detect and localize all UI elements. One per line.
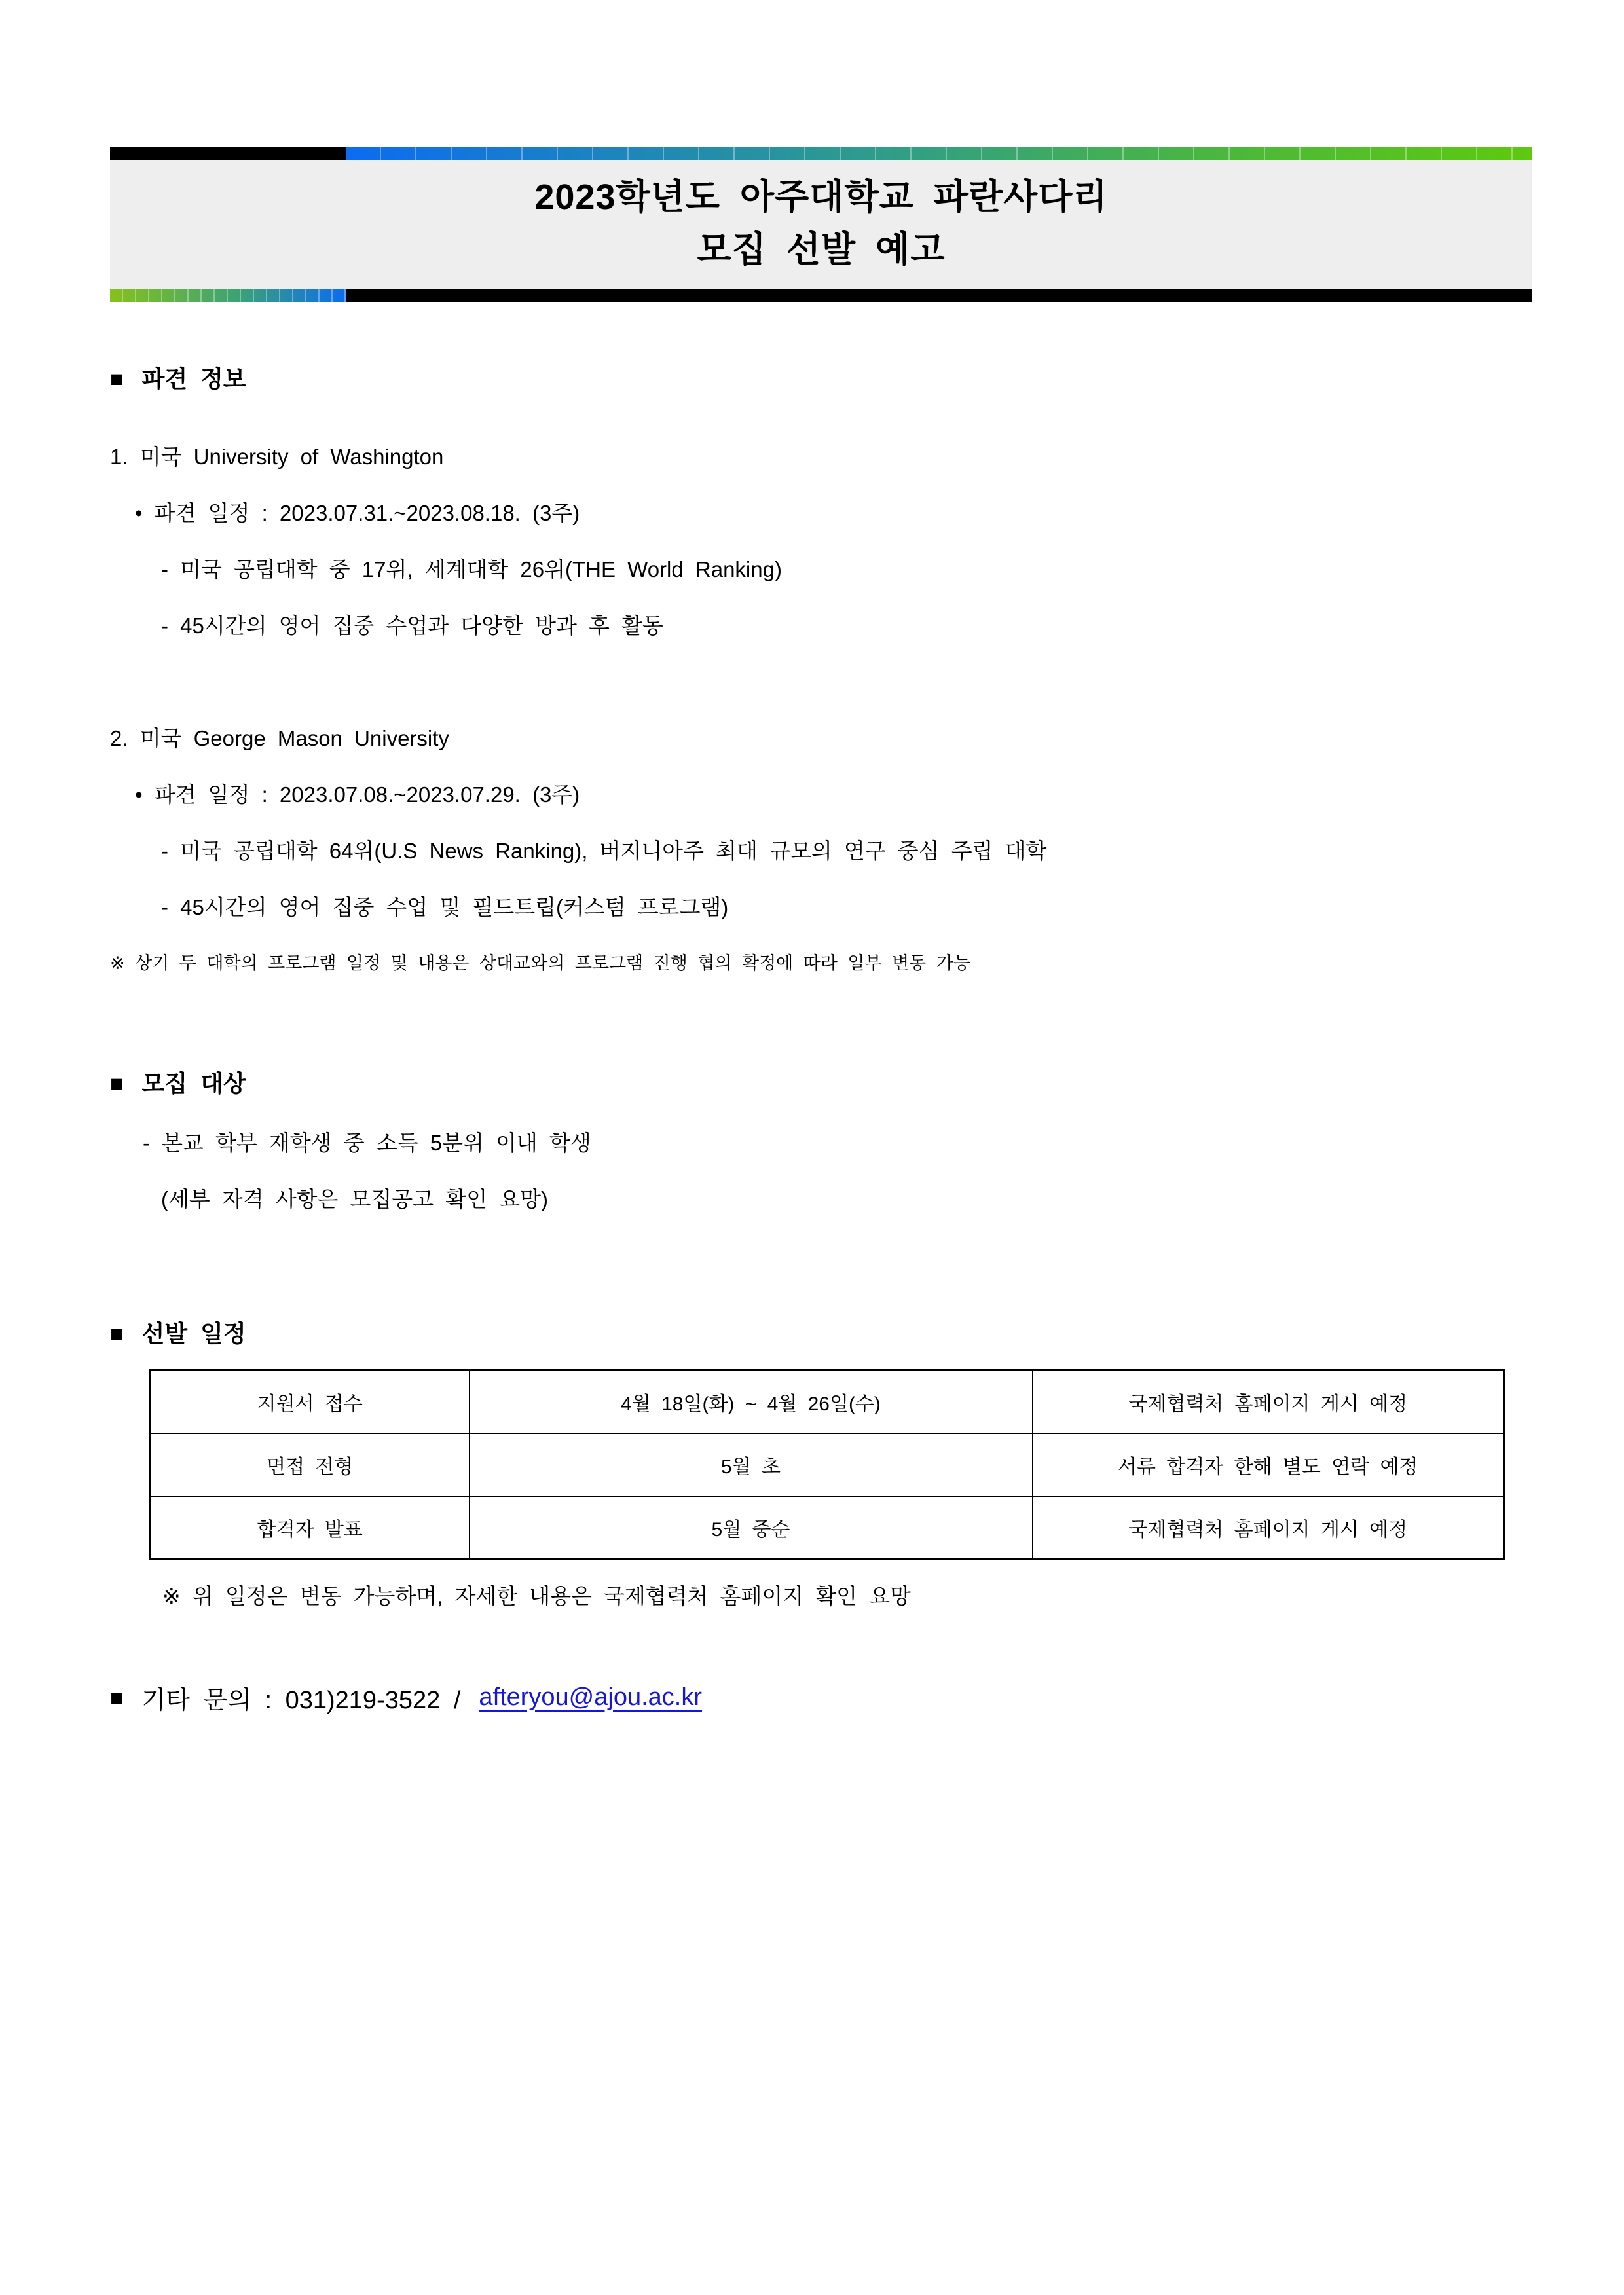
dispatch-item-1-schedule: • 파견 일정 : 2023.07.31.~2023.08.18. (3주) xyxy=(135,501,580,525)
dispatch-item-2-detail-2: - 45시간의 영어 집중 수업 및 필드트립(커스텀 프로그램) xyxy=(161,895,729,919)
title-box xyxy=(110,160,1532,289)
contact-section xyxy=(110,1680,1532,1716)
table-cell-remark: 서류 합격자 한해 별도 연락 예정 xyxy=(1033,1433,1504,1496)
square-bullet-icon: ■ xyxy=(110,1321,124,1346)
header-top-bar xyxy=(110,147,1532,160)
target-line-1: - 본교 학부 재학생 중 소득 5분위 이내 학생 xyxy=(143,1131,591,1155)
dispatch-item-2-detail-1: - 미국 공립대학 64위(U.S News Ranking), 버지니아주 최대 규모의 연구 중심 주립 대학 xyxy=(161,839,1047,863)
section-heading-dispatch-label: 파견 정보 xyxy=(141,365,246,392)
document-title-line2: 모집 선발 예고 xyxy=(697,230,946,269)
top-bar-black-segment xyxy=(110,147,346,160)
target-group xyxy=(110,1115,1532,1228)
dispatch-item-2-title: 2. 미국 George Mason University xyxy=(110,726,449,750)
dispatch-note: ※ 상기 두 대학의 프로그램 일정 및 내용은 상대교와의 프로그램 진행 협의 확정에 따라 일부 변동 가능 xyxy=(110,953,970,973)
square-bullet-icon: ■ xyxy=(110,367,124,392)
table-row xyxy=(151,1370,1504,1434)
table-cell-stage: 면접 전형 xyxy=(151,1433,470,1496)
dispatch-item-2-schedule: • 파견 일정 : 2023.07.08.~2023.07.29. (3주) xyxy=(135,782,580,807)
table-cell-remark: 국제협력처 홈페이지 게시 예정 xyxy=(1033,1496,1504,1560)
dispatch-item-1-detail-1: - 미국 공립대학 중 17위, 세계대학 26위(THE World Ranking) xyxy=(161,557,782,581)
section-heading-selection-label: 선발 일정 xyxy=(141,1320,246,1347)
section-heading-target xyxy=(110,1064,1532,1103)
target-line-2: (세부 자격 사항은 모집공고 확인 요망) xyxy=(161,1187,548,1211)
section-heading-selection xyxy=(110,1314,1532,1353)
table-cell-remark: 국제협력처 홈페이지 게시 예정 xyxy=(1033,1370,1504,1434)
selection-schedule-table xyxy=(149,1369,1505,1560)
dispatch-item-2 xyxy=(110,710,1532,936)
header-bottom-bar xyxy=(110,289,1532,302)
table-row xyxy=(151,1496,1504,1560)
square-bullet-icon: ■ xyxy=(110,1685,124,1710)
dispatch-item-1-detail-2: - 45시간의 영어 집중 수업과 다양한 방과 후 활동 xyxy=(161,614,663,638)
table-cell-period: 4월 18일(화) ~ 4월 26일(수) xyxy=(470,1370,1033,1434)
bottom-bar-black-segment xyxy=(346,289,1532,302)
section-heading-dispatch xyxy=(110,359,1532,399)
table-cell-period: 5월 중순 xyxy=(470,1496,1033,1560)
top-bar-gradient-segment xyxy=(346,147,1532,160)
document-header xyxy=(110,147,1532,302)
contact-label: 기타 문의 : 031)219-3522 / xyxy=(141,1687,461,1714)
table-cell-period: 5월 초 xyxy=(470,1433,1033,1496)
table-row xyxy=(151,1433,1504,1496)
table-cell-stage: 지원서 접수 xyxy=(151,1370,470,1434)
bottom-bar-gradient-segment xyxy=(110,289,346,302)
selection-note: ※ 위 일정은 변동 가능하며, 자세한 내용은 국제협력처 홈페이지 확인 요망 xyxy=(162,1584,911,1608)
section-heading-target-label: 모집 대상 xyxy=(141,1070,246,1097)
dispatch-item-1 xyxy=(110,429,1532,654)
square-bullet-icon: ■ xyxy=(110,1071,124,1096)
table-cell-stage: 합격자 발표 xyxy=(151,1496,470,1560)
document-title-line1: 2023학년도 아주대학교 파란사다리 xyxy=(534,177,1108,217)
contact-email-link[interactable]: afteryou@ajou.ac.kr xyxy=(479,1683,703,1711)
dispatch-item-1-title: 1. 미국 University of Washington xyxy=(110,445,444,469)
